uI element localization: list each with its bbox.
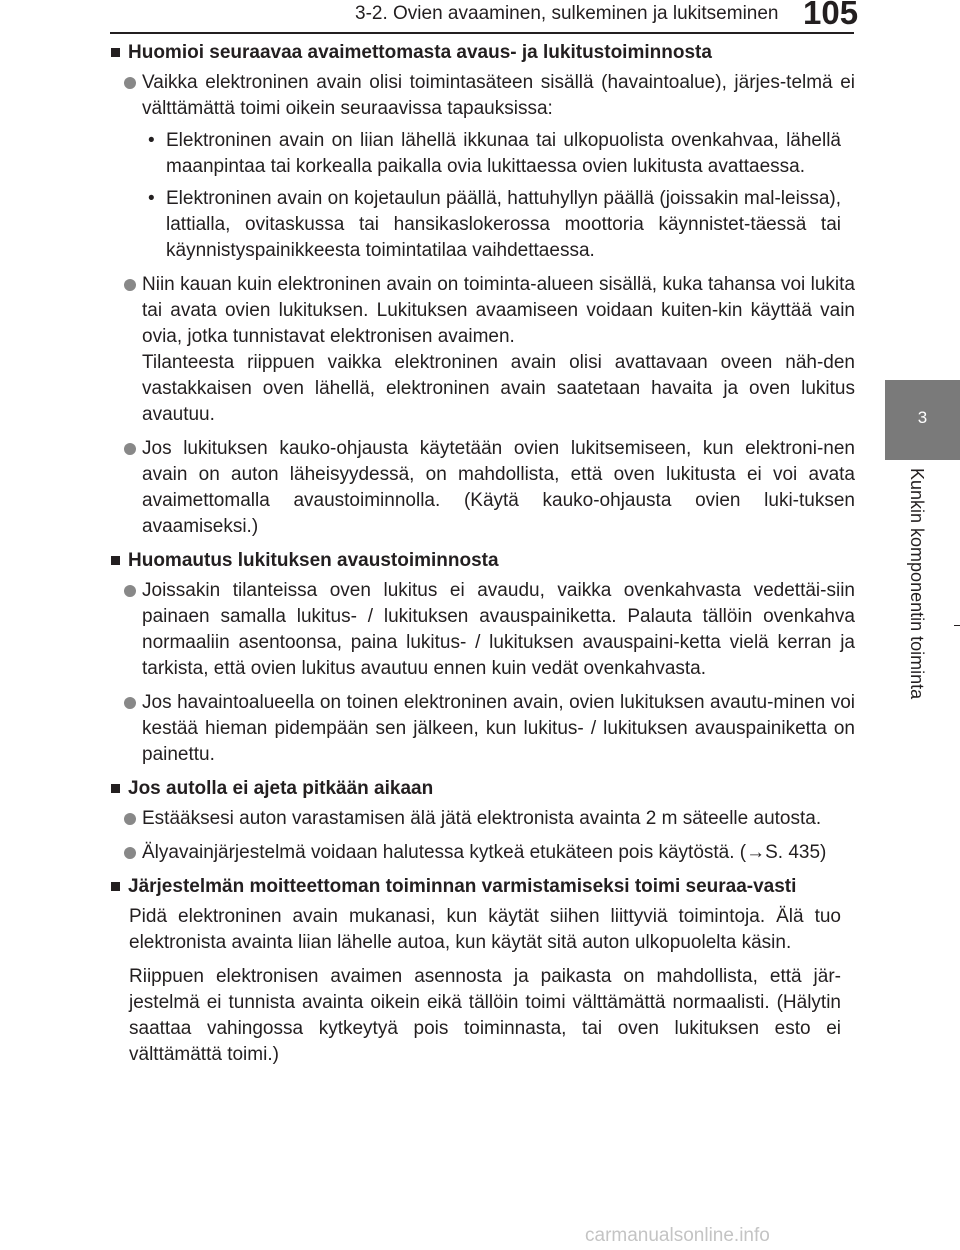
- round-bullet-icon: [124, 697, 136, 709]
- section-long-parking: [111, 776, 855, 866]
- section-heading: Järjestelmän moitteettoman toiminnan varmistamiseksi toimi seuraa-vasti: [111, 874, 855, 900]
- paragraph: Pidä elektroninen avain mukanasi, kun käytät siihen liittyviä toimintoja. Älä tuo elektronista avainta liian lähelle autoa, kun käytät sitä auton ulkopuolelta käsin.: [129, 906, 841, 953]
- item-text: Älyavainjärjestelmä voidaan halutessa kytkeä etukäteen pois käytöstä. (→S. 435): [142, 842, 827, 863]
- round-bullet-icon: [124, 77, 136, 89]
- chapter-title: 3-2. Ovien avaaminen, sulkeminen ja lukitseminen: [355, 3, 779, 24]
- section-heading: Huomioi seuraavaa avaimettomasta avaus- ja lukitustoiminnosta: [111, 40, 855, 66]
- section-heading: Huomautus lukituksen avaustoiminnosta: [111, 548, 855, 574]
- sub-item: • Elektroninen avain on kojetaulun päällä, hattuhyllyn päällä (joissakin mal-leissa), lattialla, ovitaskussa tai hansikaslokerossa moottoria käynnistet-täessä tai käynnistyspainikkeesta toimintatilaa vaihdettaessa.: [142, 186, 855, 264]
- paragraph: Riippuen elektronisen avaimen asennosta ja paikasta on mahdollista, että jär-jestelmä ei tunnista avainta oikein eikä tällöin toimi välttämättä normaalisti. (Hälytin saattaa vahingossa kytkeytyä pois toiminnasta, tai oven lukituksen esto ei välttämättä toimi.): [129, 966, 841, 1065]
- header-rule: [110, 32, 854, 34]
- square-bullet-icon: [111, 556, 120, 565]
- square-bullet-icon: [111, 882, 120, 891]
- section-keyless-notes: [111, 40, 855, 540]
- list-item: [124, 690, 855, 768]
- item-text: Joissakin tilanteissa oven lukitus ei avaudu, vaikka ovenkahvasta vedettäi-siin painaen samalla lukitus- / lukituksen avauspainiketta. Palauta tällöin ovenkahva normaaliin asentoonsa, paina lukitus- / lukituksen avauspaini-ketta vielä kerran ja tarkista, että ovien lukitus avautuu ennen kuin vedät ovenkahvasta.: [142, 580, 855, 679]
- chapter-number: 3: [917, 408, 928, 427]
- item-text: Jos lukituksen kauko-ohjausta käytetään ovien lukitsemiseen, kun elektroni-nen avain on auton läheisyydessä, on mahdollista, että oven lukitusta ei voi avata avaimettomalla avaustoiminnolla. (Käytä kauko-ohjausta ovien luki-tuksen avaamiseksi.): [142, 438, 855, 537]
- sub-item: • Elektroninen avain on liian lähellä ikkunaa tai ulkopuolista ovenkahvaa, lähellä maanpintaa tai korkealla paikalla ovia lukittaessa ovien lukitusta avattaessa.: [142, 128, 855, 180]
- square-bullet-icon: [111, 48, 120, 57]
- item-text: Niin kauan kuin elektroninen avain on toiminta-alueen sisällä, kuka tahansa voi lukita tai avata ovien lukituksen. Lukituksen avaamiseen voidaan kuiten-kin käyttää vain ovia, jotka tunnistavat elektronisen avaimen.: [142, 274, 855, 347]
- square-bullet-icon: [111, 784, 120, 793]
- round-bullet-icon: [124, 813, 136, 825]
- round-bullet-icon: [124, 279, 136, 291]
- watermark: carmanualsonline.info: [585, 1225, 770, 1246]
- page-content: [111, 40, 855, 1076]
- section-unlock-note: [111, 548, 855, 768]
- list-item: [124, 70, 855, 264]
- margin-tick: [954, 625, 960, 626]
- list-item: [124, 840, 855, 866]
- round-bullet-icon: [124, 585, 136, 597]
- dot-bullet-icon: •: [148, 130, 155, 151]
- list-item: [124, 436, 855, 540]
- item-text: Estääksesi auton varastamisen älä jätä elektronista avainta 2 m säteelle autosta.: [142, 808, 822, 829]
- chapter-label: Kunkin komponentin toiminta: [907, 468, 927, 700]
- chapter-tab: [885, 380, 960, 460]
- dot-bullet-icon: •: [148, 188, 155, 209]
- item-text: Tilanteesta riippuen vaikka elektroninen avain olisi avattavaan oveen näh-den vastakkaisen oven lähellä, elektroninen avain saatetaan havaita ja oven lukitus avautuu.: [142, 352, 855, 425]
- item-text: Jos havaintoalueella on toinen elektroninen avain, ovien lukituksen avautu-minen voi kestää hieman pidempään sen jälkeen, kun lukitus- / lukituksen avauspainiketta on painettu.: [142, 692, 855, 765]
- page-number: 105: [803, 0, 859, 31]
- section-heading: Jos autolla ei ajeta pitkään aikaan: [111, 776, 855, 802]
- list-item: [124, 272, 855, 428]
- round-bullet-icon: [124, 847, 136, 859]
- list-item: [124, 578, 855, 682]
- round-bullet-icon: [124, 443, 136, 455]
- section-proper-operation: [111, 874, 855, 1068]
- page-header: [0, 0, 960, 34]
- list-item: [124, 806, 855, 832]
- item-text: Vaikka elektroninen avain olisi toimintasäteen sisällä (havaintoalue), järjes-telmä ei välttämättä toimi oikein seuraavissa tapauksissa:: [142, 72, 855, 119]
